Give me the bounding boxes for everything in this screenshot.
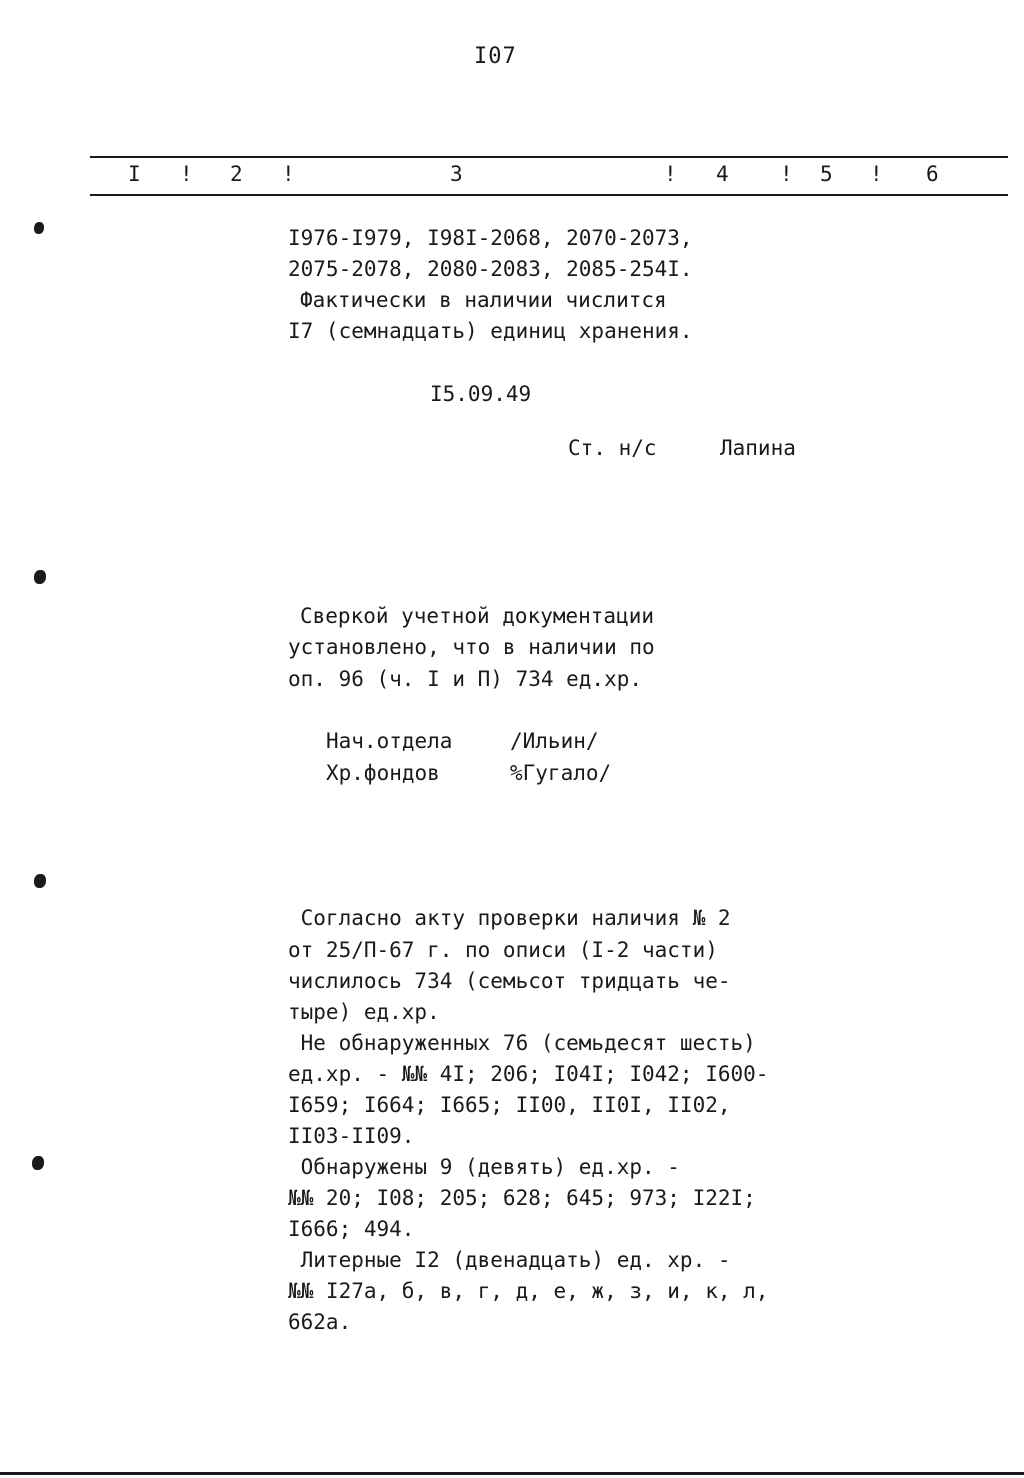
text-line: I666; 494. bbox=[288, 1217, 415, 1241]
header-rule-top bbox=[90, 156, 1008, 158]
text-line: I7 (семнадцать) единиц хранения. bbox=[288, 319, 693, 343]
text-line: Литерные I2 (двенадцать) ед. хр. - bbox=[288, 1248, 731, 1272]
column-header-4: 4 bbox=[716, 162, 729, 186]
text-line: от 25/П-67 г. по описи (I-2 части) bbox=[288, 938, 718, 962]
column-header-5: 5 bbox=[820, 162, 833, 186]
column-separator: ! bbox=[282, 162, 295, 186]
punch-hole-mark bbox=[32, 1156, 44, 1170]
page-number: I07 bbox=[474, 44, 517, 69]
signature-name: %Гугало/ bbox=[510, 761, 612, 785]
text-line: Сверкой учетной документации bbox=[300, 604, 655, 628]
signature-title: Хр.фондов bbox=[326, 761, 440, 785]
punch-hole-mark bbox=[34, 222, 44, 234]
column-header-6: 6 bbox=[926, 162, 939, 186]
punch-hole-mark bbox=[34, 570, 46, 584]
text-line: I659; I664; I665; II00, II0I, II02, bbox=[288, 1093, 731, 1117]
footer-rule bbox=[0, 1472, 1024, 1475]
column-separator: ! bbox=[664, 162, 677, 186]
punch-hole-mark bbox=[34, 874, 46, 888]
signer-name: Лапина bbox=[720, 436, 796, 460]
column-header-3: 3 bbox=[450, 162, 463, 186]
text-line: Не обнаруженных 76 (семьдесят шесть) bbox=[288, 1031, 756, 1055]
text-line: оп. 96 (ч. I и П) 734 ед.хр. bbox=[288, 667, 643, 691]
signer-title: Ст. н/с bbox=[568, 436, 657, 460]
signature-title: Нач.отдела bbox=[326, 729, 453, 753]
text-line: Согласно акту проверки наличия № 2 bbox=[288, 906, 731, 930]
column-header-1: I bbox=[128, 162, 141, 186]
header-rule-bottom bbox=[90, 194, 1008, 196]
date: I5.09.49 bbox=[430, 382, 532, 406]
text-line: Фактически в наличии числится bbox=[300, 288, 667, 312]
text-line: 662а. bbox=[288, 1310, 352, 1334]
text-line: ед.хр. - №№ 4I; 206; I04I; I042; I600- bbox=[288, 1062, 769, 1086]
text-line: II03-II09. bbox=[288, 1124, 415, 1148]
column-separator: ! bbox=[870, 162, 883, 186]
text-line: №№ 20; I08; 205; 628; 645; 973; I22I; bbox=[288, 1186, 756, 1210]
column-header-2: 2 bbox=[230, 162, 243, 186]
text-line: установлено, что в наличии по bbox=[288, 635, 655, 659]
column-separator: ! bbox=[180, 162, 193, 186]
column-separator: ! bbox=[780, 162, 793, 186]
text-line: тыре) ед.хр. bbox=[288, 1000, 440, 1024]
signature-name: /Ильин/ bbox=[510, 729, 599, 753]
text-line: числилось 734 (семьсот тридцать че- bbox=[288, 969, 731, 993]
text-line: 2075-2078, 2080-2083, 2085-254I. bbox=[288, 257, 693, 281]
text-line: №№ I27а, б, в, г, д, е, ж, з, и, к, л, bbox=[288, 1279, 769, 1303]
text-line: I976-I979, I98I-2068, 2070-2073, bbox=[288, 226, 693, 250]
text-line: Обнаружены 9 (девять) ед.хр. - bbox=[288, 1155, 680, 1179]
